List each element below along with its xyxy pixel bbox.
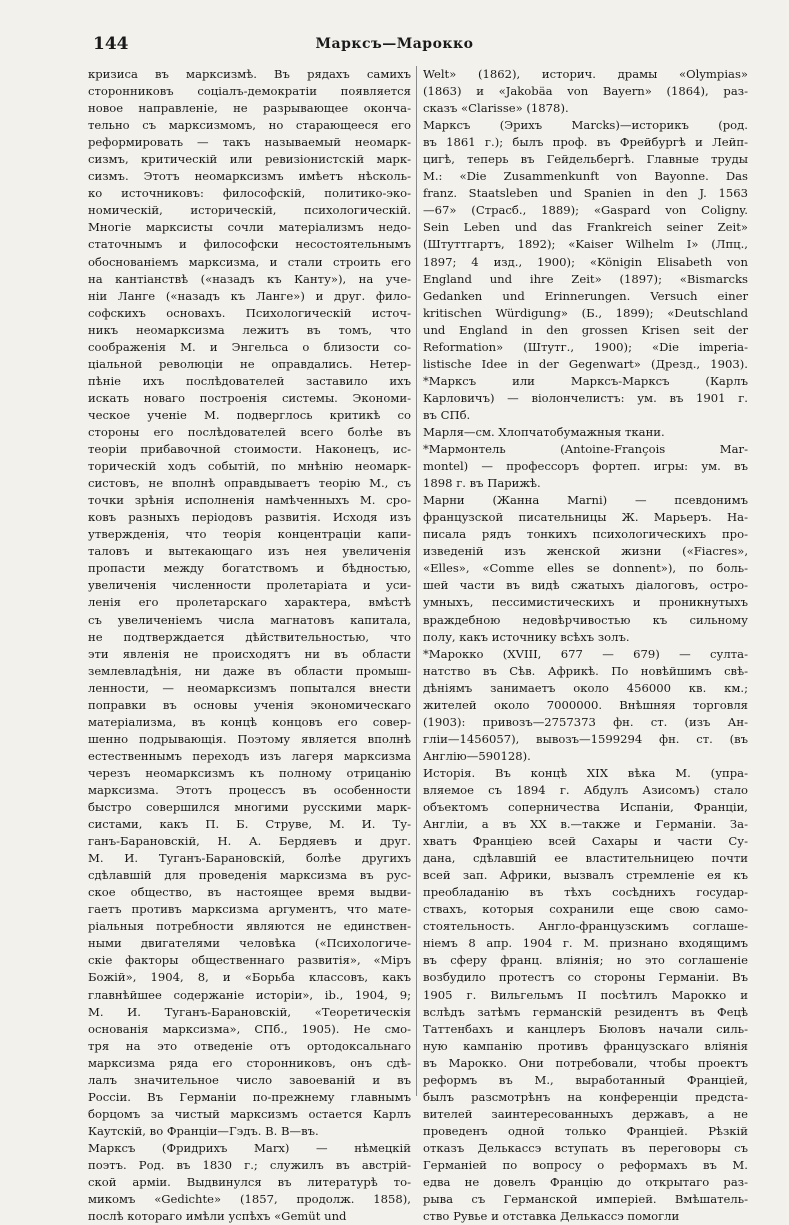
text-line: М. И. Туганъ-Барановскій, болѣе другихъ [88,851,411,866]
text-line: на кантіанствѣ («назадъ къ Канту»), на уче- [88,271,411,286]
text-line: ческое ученіе М. подверглось критикѣ со [88,407,411,422]
text-line: franz. Staatsleben und Spanien in den J. 1563 [423,186,748,201]
text-line: въ СПб. [423,407,471,422]
text-line: Англіи, а въ XX в.—также и Германіи. За- [423,817,748,832]
text-line: софскихъ основахъ. Психологическій источ- [88,305,411,320]
text-line: ціальной революціи не оправдались. Нетер- [88,356,411,371]
text-line: черезъ неомарксизмъ къ полному отрицанію [88,765,411,780]
running-title: Марксъ—Марокко [315,36,474,52]
text-line: рыва съ Германской имперіей. Вмѣшатель- [423,1192,748,1207]
text-line: изведеній изъ женской жизни («Fiacres», [423,544,748,559]
text-line: искать новаго построенія системы. Экономи- [88,390,411,405]
text-line: сизмъ, критическій или ревизіонистскій марк- [88,152,411,167]
text-line: тря на это отведеніе отъ ортодоксальнаго [88,1038,411,1053]
text-line: реформировать — такъ называемый неомарк- [88,135,411,150]
text-line: ленности, — неомарксизмъ попытался внести [88,680,411,695]
text-line: обоснованіемъ марксизма, и стали строить его [88,254,411,269]
text-line: Исторія. Въ концѣ XIX вѣка М. (упра- [423,765,748,780]
left-column [88,66,411,1224]
text-line: ніи Ланге («назадъ къ Ланге») и друг. фило- [88,288,411,303]
text-line: лалъ значительное число завоеваній и въ [88,1072,411,1087]
text-line: ство Рувье и отставка Делькассэ помогли [423,1209,680,1224]
text-line: сторонниковъ соціалъ-демократіи появляется [88,84,411,99]
text-line: сизмъ. Этотъ неомарксизмъ имѣетъ нѣсколь- [88,169,411,184]
text-line: естественнымъ переходъ изъ лагеря марксизма [88,748,411,763]
text-line: Welt» (1862), историч. драмы «Olympias» [423,67,748,81]
text-line: писала рядъ тонкихъ психологическихъ про- [423,527,748,542]
text-line: пропасти между богатствомъ и бѣдностью, [88,561,411,576]
text-line: главнѣйшее содержаніе исторіи», ib., 1904, 9; [88,987,411,1002]
page-number: 144 [93,34,129,54]
text-line: ганъ-Барановскій, Н. А. Бердяевъ и друг. [88,834,411,849]
text-line: кризиса въ марксизмѣ. Въ рядахъ самихъ [88,67,411,81]
text-line: полу, какъ источнику всѣхъ золъ. [423,629,630,644]
text-line: шенно подрывающія. Поэтому является вполнѣ [88,731,411,746]
text-line: послѣ котораго имѣли успѣхъ «Gemüt und [88,1209,347,1224]
text-line: 1898 г. въ Парижѣ. [423,476,541,491]
text-line: вляемое съ 1894 г. Абдулъ Азисомъ) стало [423,782,748,797]
text-line: *Мармонтель (Antoine-François Mar- [423,442,748,457]
text-line: Таттенбахъ и канцлеръ Бюловъ начали силь- [423,1021,748,1036]
text-line: систовъ, не вполнѣ оправдываетъ теорію М., съ [88,476,411,491]
text-line: ко источниковъ: философскій, политико-эко- [88,186,411,201]
text-line: отказъ Делькассэ вступать въ переговоры съ [423,1140,748,1155]
text-line: эти явленія не происходятъ ни въ области [88,646,411,661]
text-line: ское общество, въ настоящее время выдви- [88,885,411,900]
text-line: въ 1861 г.); былъ проф. въ Фрейбургѣ и Лейп- [423,135,748,150]
text-line: точки зрѣнія исполненія намѣченныхъ М. сро- [88,493,411,508]
text-line: *Марокко (XVIII, 677 — 679) — султа- [423,646,748,661]
text-line: утвержденія, что теорія концентраціи капи- [88,527,411,542]
text-line: борцомъ за чистый марксизмъ остается Карлъ [88,1106,411,1121]
text-line: Многіе марксисты сочли матеріализмъ недо- [88,220,411,235]
text-line: номическій, историческій, психологическій. [88,203,411,218]
text-line: стороны его послѣдователей всего болѣе въ [88,424,411,439]
text-line: Sein Leben und das Frankreich seiner Zeit» [423,220,748,235]
text-line: объектомъ соперничества Испаніи, Франціи, [423,800,748,815]
text-line: никъ неомарксизма лежитъ въ томъ, что [88,322,411,337]
text-line: (1903): привозъ—2757373 фн. ст. (изъ Ан- [423,714,748,729]
text-line: въ Марокко. Они потребовали, чтобы проектъ [423,1055,748,1070]
text-line: дѣніямъ занимаетъ около 456000 кв. км.; [423,680,748,695]
text-line: (Штуттгартъ, 1892); «Kaiser Wilhelm I» (Лпц., [423,237,748,252]
text-line: поправки въ основы ученія экономическаго [88,697,411,712]
text-line: возбудило протестъ со стороны Германіи. Въ [423,970,748,985]
text-line: 1905 г. Вильгельмъ II посѣтилъ Марокко и [423,987,748,1002]
text-line: ствахъ, которыя сохранили еще свою само- [423,902,748,917]
text-line: ріальныя потребности являются не единствен- [88,919,411,934]
text-line: не подтверждается дѣйствительностью, что [88,629,411,644]
text-line: натство въ Сѣв. Африкѣ. По новѣйшимъ свѣ- [423,663,748,678]
text-line: вслѣдъ затѣмъ германскій резидентъ въ Фецѣ [423,1004,748,1019]
text-line: *Марксъ или Марксъ-Марксъ (Карлъ [423,373,748,388]
text-line: статочнымъ и философски несостоятельнымъ [88,237,411,252]
text-line: М.: «Die Zusammenkunft von Bayonne. Das [423,169,748,184]
text-line: kritischen Würdigung» (Б., 1899); «Deutschland [423,305,748,320]
text-line: умныхъ, пессимистическихъ и проникнутыхъ [423,595,748,610]
text-line: Божій», 1904, 8, и «Борьба классовъ, какъ [88,970,411,985]
text-line: всей зап. Африки, вызвалъ стремленіе ея къ [423,868,748,883]
text-line: преобладанію въ тѣхъ сосѣднихъ государ- [423,885,748,900]
text-line: скіе факторы общественнаго развитія», «Міръ [88,953,411,968]
text-line: (1863) и «Jakobäa von Bayern» (1864), раз- [423,84,748,99]
text-line: сказъ «Clarisse» (1878). [423,101,569,116]
text-line: матеріализма, въ концѣ концовъ его совер- [88,714,411,729]
text-line: —67» (Страсб., 1889); «Gaspard von Coligny. [423,203,748,218]
text-line: гліи—1456057), вывозъ—1599294 фн. ст. (въ [423,731,748,746]
text-line: увеличенія численности пролетаріата и уси- [88,578,411,593]
text-line: 1897; 4 изд., 1900); «Königin Elisabeth von [423,254,748,269]
text-line: вителей заинтересованныхъ державъ, а не [423,1106,748,1121]
text-line: дана, сдѣлавшій ее властительницею почти [423,851,748,866]
text-line: М. И. Туганъ-Барановскій, «Теоретическія [88,1004,411,1019]
text-line: England und ihre Zeit» (1897); «Bismarcks [423,271,748,286]
text-line: Марля—см. Хлопчатобумажныя ткани. [423,424,665,439]
text-line: жителей около 7000000. Внѣшняя торговля [423,697,748,712]
text-line: пѣніе ихъ послѣдователей заставило ихъ [88,373,411,388]
text-line: ными двигателями человѣка («Психологиче- [88,936,411,951]
text-line: «Elles», «Comme elles se donnent»), по боль- [423,561,748,576]
text-line: микомъ «Gedichte» (1857, продолж. 1858), [88,1192,411,1207]
text-line: теоріи прибавочной стоимости. Наконецъ, ис- [88,442,411,457]
text-line: хватъ Франціею всей Сахары и части Су- [423,834,748,849]
text-line: быстро совершился многими русскими марк- [88,800,411,815]
text-line: французской писательницы Ж. Марьеръ. На- [423,510,748,525]
column-divider [416,66,417,1096]
text-line: Германіей по вопросу о реформахъ въ М. [423,1158,748,1172]
text-line: listische Idee in der Gegenwart» (Дрезд., 1903). [423,356,748,371]
text-line: былъ разсмотрѣнъ на конференціи предста- [423,1089,748,1104]
text-line: систами, какъ П. Б. Струве, М. И. Ту- [88,817,411,832]
text-line: цигѣ, теперь въ Гейдельбергѣ. Главные труды [423,152,748,167]
text-line: марксизма ряда его сторонниковъ, онъ сдѣ- [88,1055,411,1070]
right-column [423,66,748,1224]
text-line: враждебною недовѣрчивостью къ сильному [423,612,748,627]
text-line: Россіи. Въ Германіи по-прежнему главнымъ [88,1089,411,1104]
text-line: Каутскій, во Франціи—Гэдъ. В. В—въ. [88,1123,319,1138]
text-line: сдѣлавшій для проведенія марксизма въ рус- [88,868,411,883]
text-line: шей части въ видѣ сжатыхъ діалоговъ, остро- [423,578,748,593]
text-line: тельно съ марксизмомъ, но старающееся его [88,118,411,133]
text-line: und England in den grossen Krisen seit der [423,322,748,337]
text-line: марксизма. Этотъ процессъ въ особенности [88,782,411,797]
text-line: Reformation» (Штутг., 1900); «Die imperia- [423,339,748,354]
text-line: Карловичъ) — віолончелистъ: ум. въ 1901 г. [423,390,748,405]
text-line: соображенія М. и Энгельса о близости со- [88,339,411,354]
text-line: едва не довелъ Францію до открытаго раз- [423,1175,748,1190]
text-line: Марксъ (Эрихъ Marcks)—историкъ (род. [423,118,748,133]
text-line: въ сферу франц. вліянія; но это соглашеніе [423,953,748,968]
text-line: новое направленіе, не разрывающее оконча- [88,101,411,116]
text-line: торическій ходъ событій, по мнѣнію неомарк- [88,459,411,474]
text-line: ленія его пролетарскаго характера, вмѣстѣ [88,595,411,610]
text-line: таловъ и вытекающаго изъ нея увеличенія [88,544,411,559]
text-line: реформъ въ М., выработанный Франціей, [423,1072,748,1087]
text-line: Gedanken und Erinnerungen. Versuch einer [423,288,748,303]
text-line: montel) — профессоръ фортеп. игры: ум. въ [423,459,748,474]
text-line: Марни (Жанна Marni) — псевдонимъ [423,493,748,508]
text-line: основанія марксизма», СПб., 1905). Не смо- [88,1021,411,1036]
text-line: ковъ разныхъ періодовъ развитія. Исходя изъ [88,510,411,525]
text-line: поэтъ. Род. въ 1830 г.; служилъ въ австрій- [88,1158,411,1172]
text-line: Англію—590128). [423,748,531,763]
text-line: съ увеличеніемъ числа магнатовъ капитала, [88,612,411,627]
text-line: Марксъ (Фридрихъ Marx) — нѣмецкій [88,1140,411,1155]
text-line: стоятельность. Англо-французскимъ соглаше- [423,919,748,934]
text-line: проведенъ одной только Франціей. Рѣзкій [423,1123,748,1138]
text-line: землевладѣнія, ни даже въ области промыш- [88,663,411,678]
text-line: ную кампанію противъ французскаго вліянія [423,1038,748,1053]
text-line: гаетъ противъ марксизма аргументъ, что мате- [88,902,411,917]
text-line: ской арміи. Выдвинулся въ литературѣ то- [88,1175,411,1190]
text-line: ніемъ 8 апр. 1904 г. М. признано входящимъ [423,936,748,951]
